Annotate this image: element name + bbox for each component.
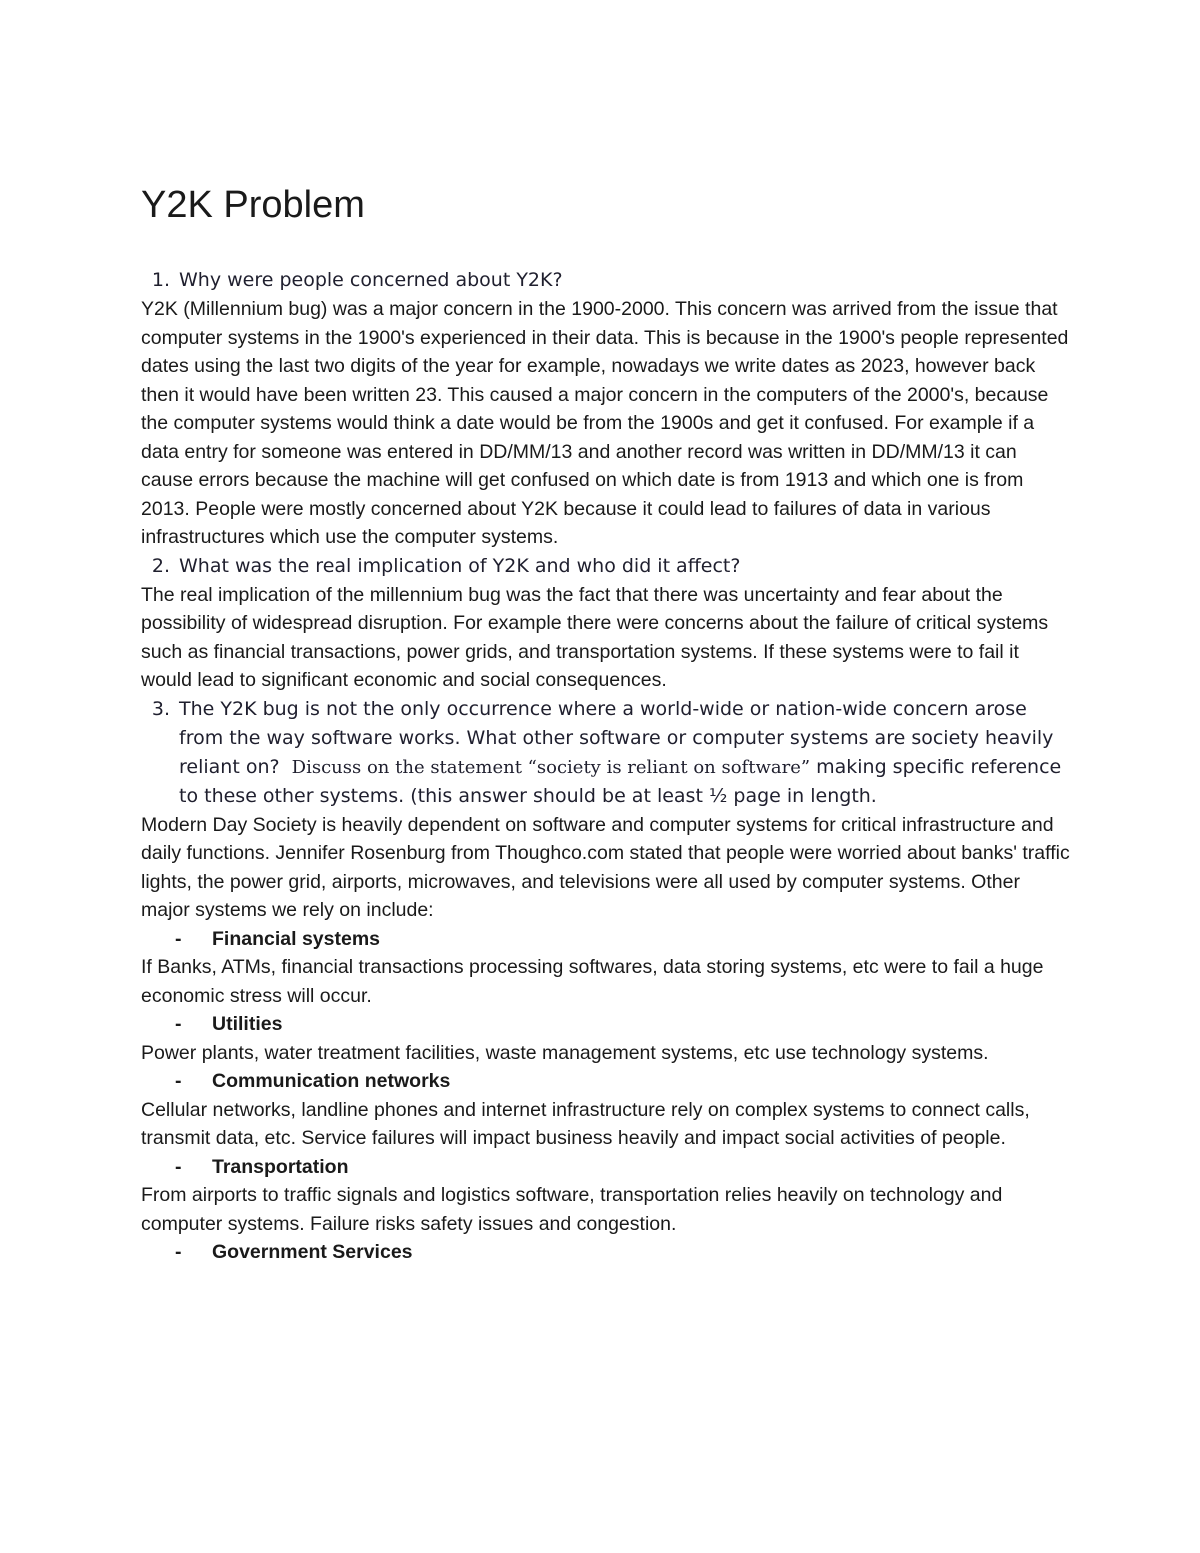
dash-bullet: - bbox=[175, 1241, 182, 1263]
question-text-part-a: The Y2K bug is not the only occurrence where a world-wide or nation-wide concern arose from the way software works. What other software or computer systems are society heavily reliant on? bbox=[179, 697, 1054, 778]
section-list bbox=[141, 925, 1071, 1267]
document-page bbox=[141, 180, 1071, 1267]
question-text: Why were people concerned about Y2K? bbox=[179, 269, 563, 291]
question-2 bbox=[141, 552, 1071, 581]
question-text-part-b: Discuss on the statement “society is reliant on software” bbox=[291, 756, 811, 778]
section-heading-text: Government Services bbox=[212, 1241, 413, 1263]
question-text-part-c: making specific reference to these other systems. (this answer should be at least ½ page in length. bbox=[179, 755, 1062, 807]
section-heading-text: Communication networks bbox=[212, 1070, 451, 1092]
section-heading bbox=[141, 1067, 1071, 1096]
question-text bbox=[179, 695, 1071, 811]
page-title: Y2K Problem bbox=[141, 184, 365, 226]
section-heading bbox=[141, 925, 1071, 954]
section-heading-text: Financial systems bbox=[212, 927, 380, 950]
section-heading-text: Transportation bbox=[212, 1155, 349, 1178]
question-text: What was the real implication of Y2K and who did it affect? bbox=[179, 554, 741, 577]
dash-bullet: - bbox=[175, 927, 182, 950]
section-heading bbox=[141, 1010, 1071, 1039]
answer-2: The real implication of the millennium bug was the fact that there was uncertainty and fear about the possibility of widespread disruption. For example there were concerns about the failure of critical systems such as financial transactions, power grids, and transportation systems. If these systems were to fail it would lead to significant economic and social consequences. bbox=[141, 583, 1049, 691]
question-1 bbox=[141, 266, 1071, 295]
dash-bullet: - bbox=[175, 1155, 182, 1178]
section-body: Cellular networks, landline phones and internet infrastructure rely on complex systems to connect calls, transmit data, etc. Service failures will impact business heavily and impact social activities of people. bbox=[141, 1098, 1030, 1149]
question-number: 1. bbox=[151, 269, 170, 291]
question-number: 3. bbox=[151, 697, 170, 720]
section-heading-text: Utilities bbox=[212, 1013, 283, 1035]
dash-bullet: - bbox=[175, 1070, 182, 1092]
section-heading bbox=[141, 1238, 1071, 1267]
question-number: 2. bbox=[151, 554, 170, 577]
section-heading bbox=[141, 1153, 1071, 1182]
answer-3: Modern Day Society is heavily dependent on software and computer systems for critical infrastructure and daily functions. Jennifer Rosenburg from Thoughco.com stated that people were worried about banks' traffic lights, the power grid, airports, microwaves, and televisions were all used by computer systems. Other major systems we rely on include: bbox=[141, 813, 1070, 921]
section-body: From airports to traffic signals and logistics software, transportation relies heavily on technology and computer systems. Failure risks safety issues and congestion. bbox=[141, 1184, 1003, 1235]
dash-bullet: - bbox=[175, 1013, 182, 1035]
section-body: If Banks, ATMs, financial transactions processing softwares, data storing systems, etc were to fail a huge economic stress will occur. bbox=[141, 956, 1044, 1007]
question-3 bbox=[141, 695, 1071, 811]
answer-1: Y2K (Millennium bug) was a major concern in the 1900-2000. This concern was arrived from the issue that computer systems in the 1900's experienced in their data. This is because in the 1900's people represented dates using the last two digits of the year for example, nowadays we write dates as 2023, however back then it would have been written 23. This caused a major concern in the computers of the 2000's, because the computer systems would think a date would be from the 1900s and get it confused. For example if a data entry for someone was entered in DD/MM/13 and another record was written in DD/MM/13 it can cause errors because the machine will get confused on which date is from 1913 and which one is from 2013. People were mostly concerned about Y2K because it could lead to failures of data in various infrastructures which use the computer systems. bbox=[141, 298, 1069, 548]
section-body: Power plants, water treatment facilities, waste management systems, etc use technology systems. bbox=[141, 1041, 989, 1064]
